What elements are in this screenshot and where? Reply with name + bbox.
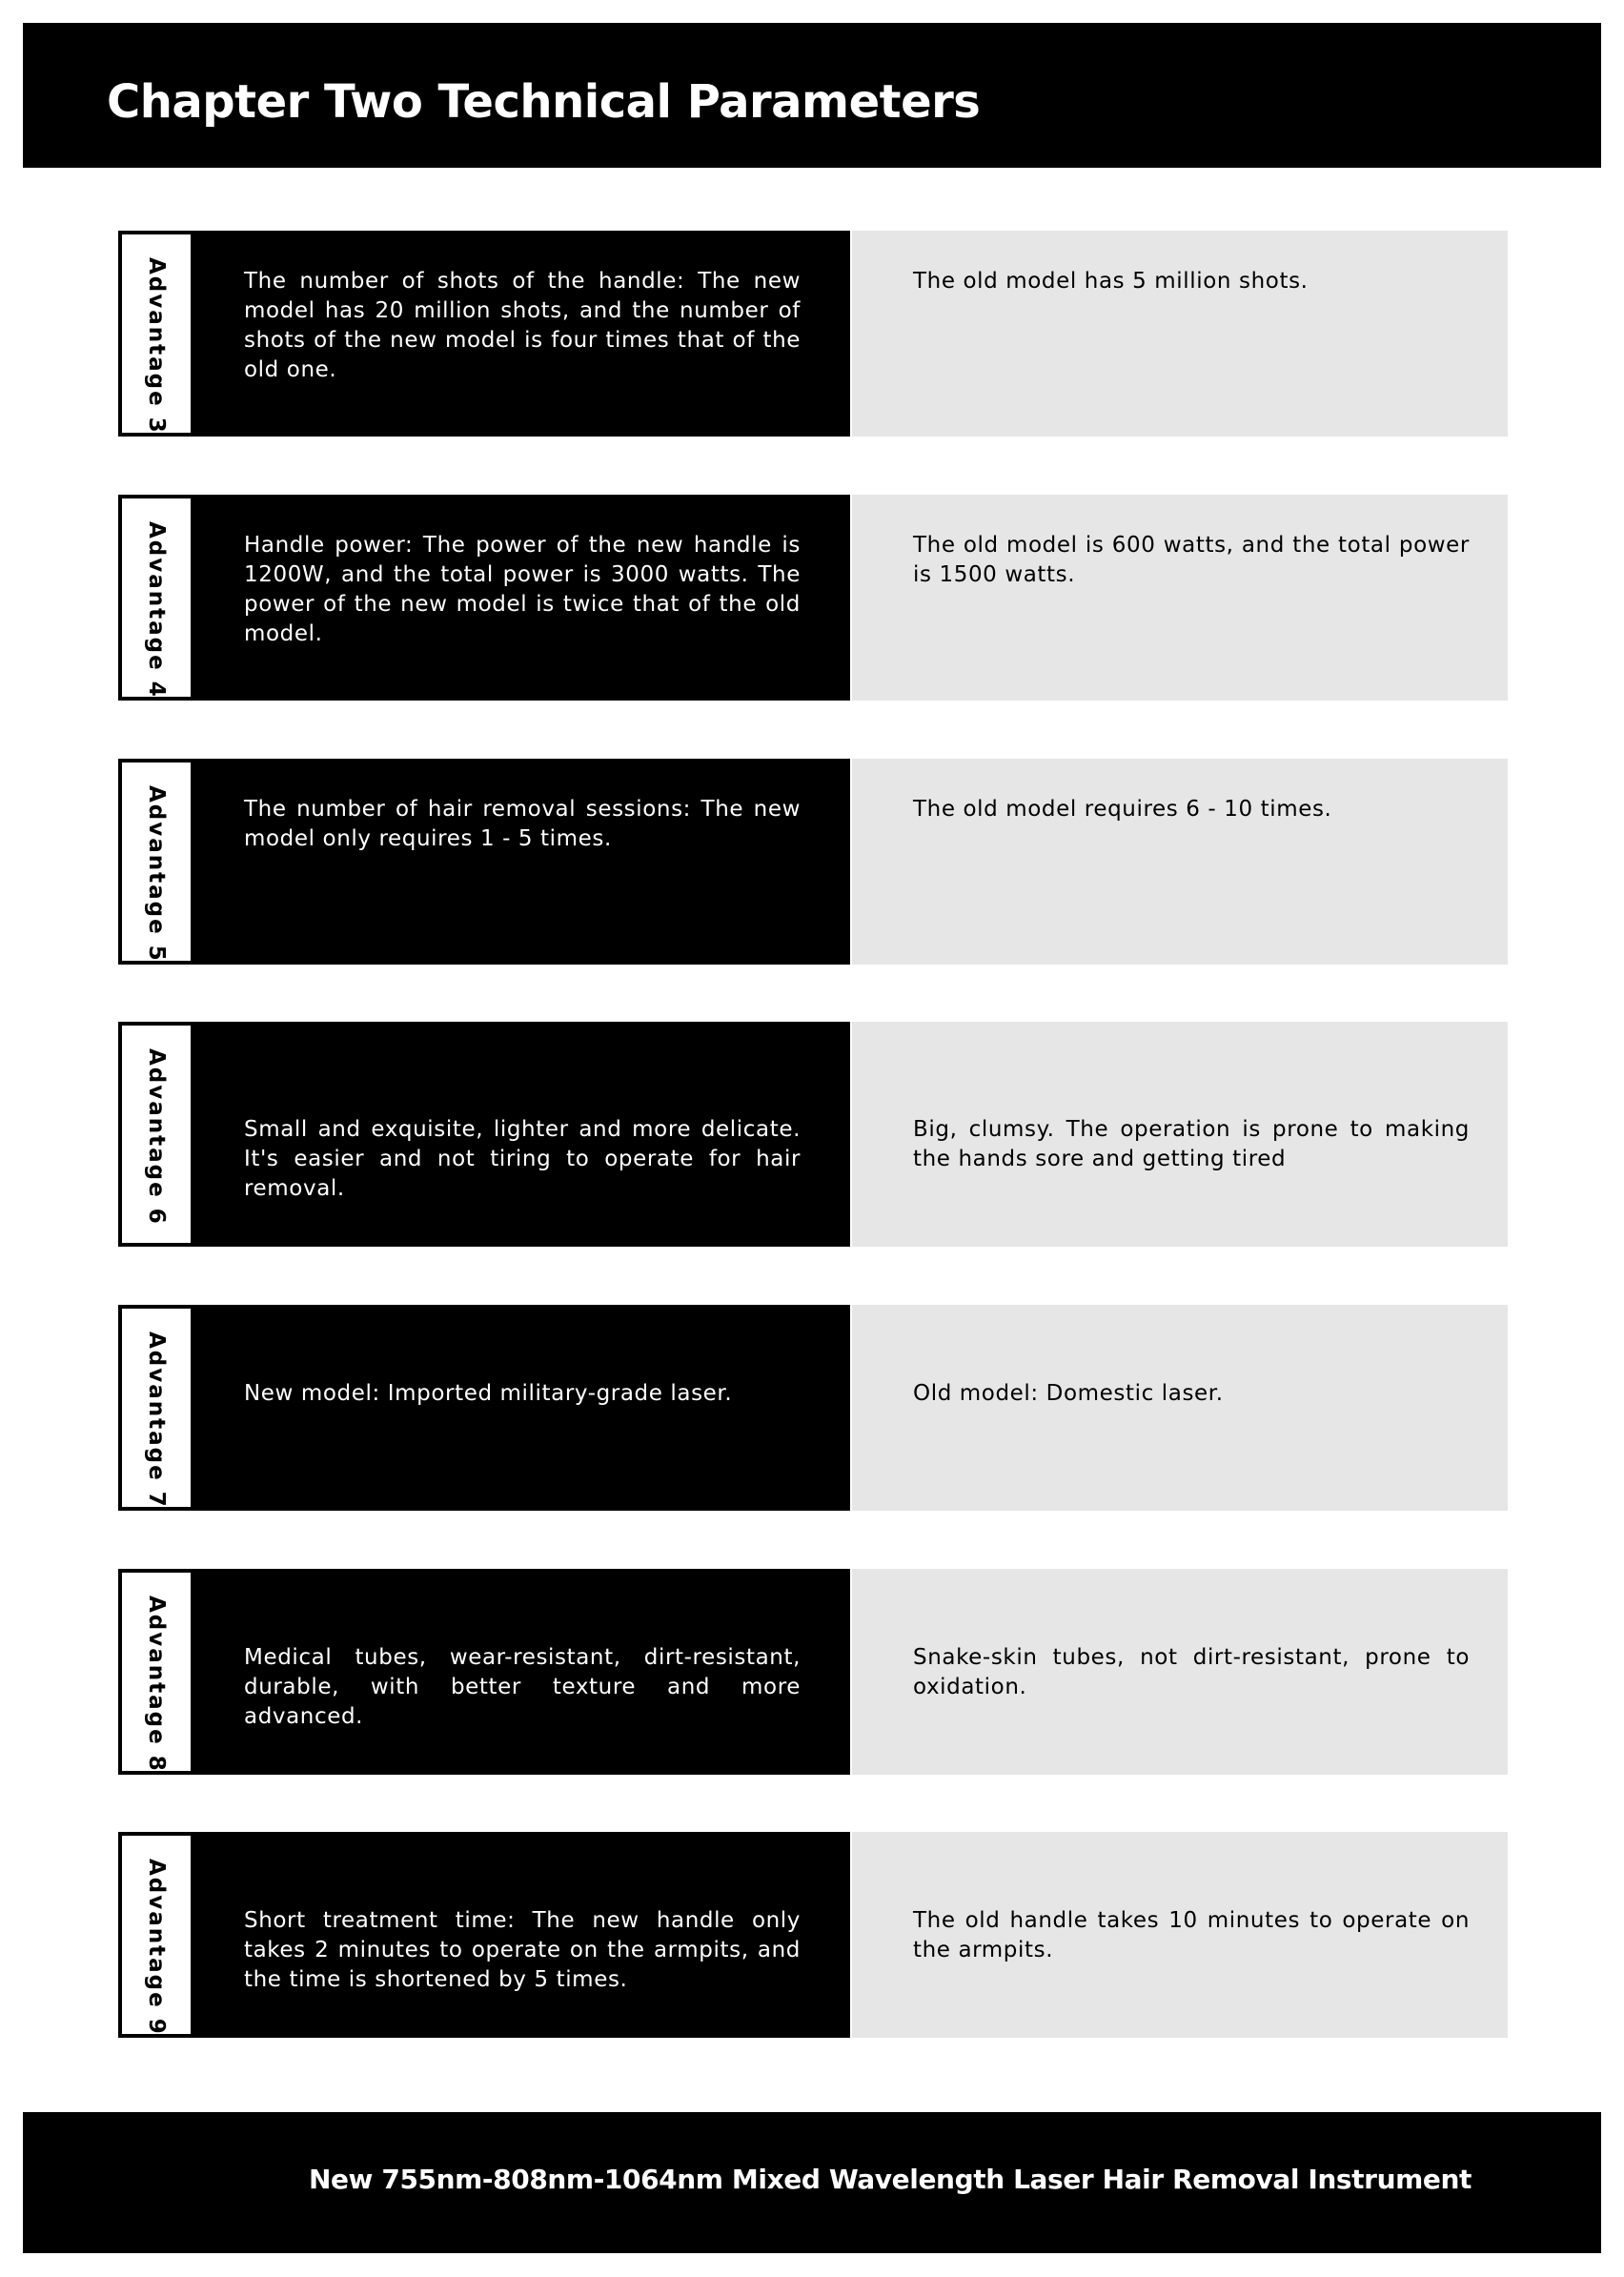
advantage-label: Advantage 4 xyxy=(144,521,169,699)
advantage-row-7 xyxy=(118,1305,1508,1511)
advantage-label: Advantage 3 xyxy=(144,257,169,435)
advantage-tab xyxy=(122,1026,191,1243)
new-model-description: The number of hair removal sessions: The new model only requires 1 - 5 times. xyxy=(244,797,801,851)
advantage-label: Advantage 7 xyxy=(144,1332,169,1509)
advantage-row-5 xyxy=(118,759,1508,965)
advantage-label: Advantage 6 xyxy=(144,1048,169,1226)
old-model-description: Big, clumsy. The operation is prone to making the hands sore and getting tired xyxy=(913,1117,1470,1171)
new-model-panel xyxy=(118,759,850,965)
new-model-panel xyxy=(118,1305,850,1511)
new-model-description: New model: Imported military-grade laser. xyxy=(244,1381,733,1406)
advantage-label: Advantage 5 xyxy=(144,785,169,963)
new-model-description: Medical tubes, wear-resistant, dirt-resistant, durable, with better texture and more advanced. xyxy=(244,1645,801,1729)
page-title: Chapter Two Technical Parameters xyxy=(107,75,981,129)
footer-product-title: New 755nm-808nm-1064nm Mixed Wavelength Laser Hair Removal Instrument xyxy=(308,2164,1472,2195)
old-model-panel xyxy=(852,231,1508,437)
advantage-row-9 xyxy=(118,1832,1508,2038)
advantage-row-3 xyxy=(118,231,1508,437)
advantage-tab xyxy=(122,1309,191,1507)
old-model-panel xyxy=(852,1569,1508,1775)
old-model-description: Snake-skin tubes, not dirt-resistant, prone to oxidation. xyxy=(913,1645,1470,1699)
advantage-label: Advantage 8 xyxy=(144,1596,169,1773)
old-model-panel xyxy=(852,495,1508,701)
new-model-panel xyxy=(118,1022,850,1247)
old-model-description: The old model requires 6 - 10 times. xyxy=(913,797,1332,822)
new-model-description: Short treatment time: The new handle only takes 2 minutes to operate on the armpits, and the time is shortened by 5 times. xyxy=(244,1908,801,1992)
old-model-description: The old handle takes 10 minutes to operate on the armpits. xyxy=(913,1908,1470,1962)
old-model-description: Old model: Domestic laser. xyxy=(913,1381,1224,1406)
advantage-row-6 xyxy=(118,1022,1508,1247)
new-model-panel xyxy=(118,495,850,701)
new-model-panel xyxy=(118,231,850,437)
old-model-description: The old model has 5 million shots. xyxy=(913,269,1309,294)
advantage-label: Advantage 9 xyxy=(144,1859,169,2036)
page-footer xyxy=(23,2112,1601,2253)
advantage-row-8 xyxy=(118,1569,1508,1775)
new-model-description: The number of shots of the handle: The new model has 20 million shots, and the number of shots of the new model is four times that of the old one. xyxy=(244,269,801,382)
old-model-panel xyxy=(852,1022,1508,1247)
advantage-tab xyxy=(122,762,191,961)
new-model-panel xyxy=(118,1569,850,1775)
old-model-panel xyxy=(852,1305,1508,1511)
new-model-panel xyxy=(118,1832,850,2038)
old-model-panel xyxy=(852,759,1508,965)
advantage-row-4 xyxy=(118,495,1508,701)
new-model-description: Handle power: The power of the new handle is 1200W, and the total power is 3000 watts. The power of the new model is twice that of the old model. xyxy=(244,533,801,646)
new-model-description: Small and exquisite, lighter and more delicate. It's easier and not tiring to operate for hair removal. xyxy=(244,1117,801,1201)
advantage-tab xyxy=(122,498,191,697)
advantage-tab xyxy=(122,1573,191,1771)
old-model-description: The old model is 600 watts, and the total power is 1500 watts. xyxy=(913,533,1470,587)
advantage-tab xyxy=(122,234,191,433)
old-model-panel xyxy=(852,1832,1508,2038)
advantage-tab xyxy=(122,1836,191,2034)
